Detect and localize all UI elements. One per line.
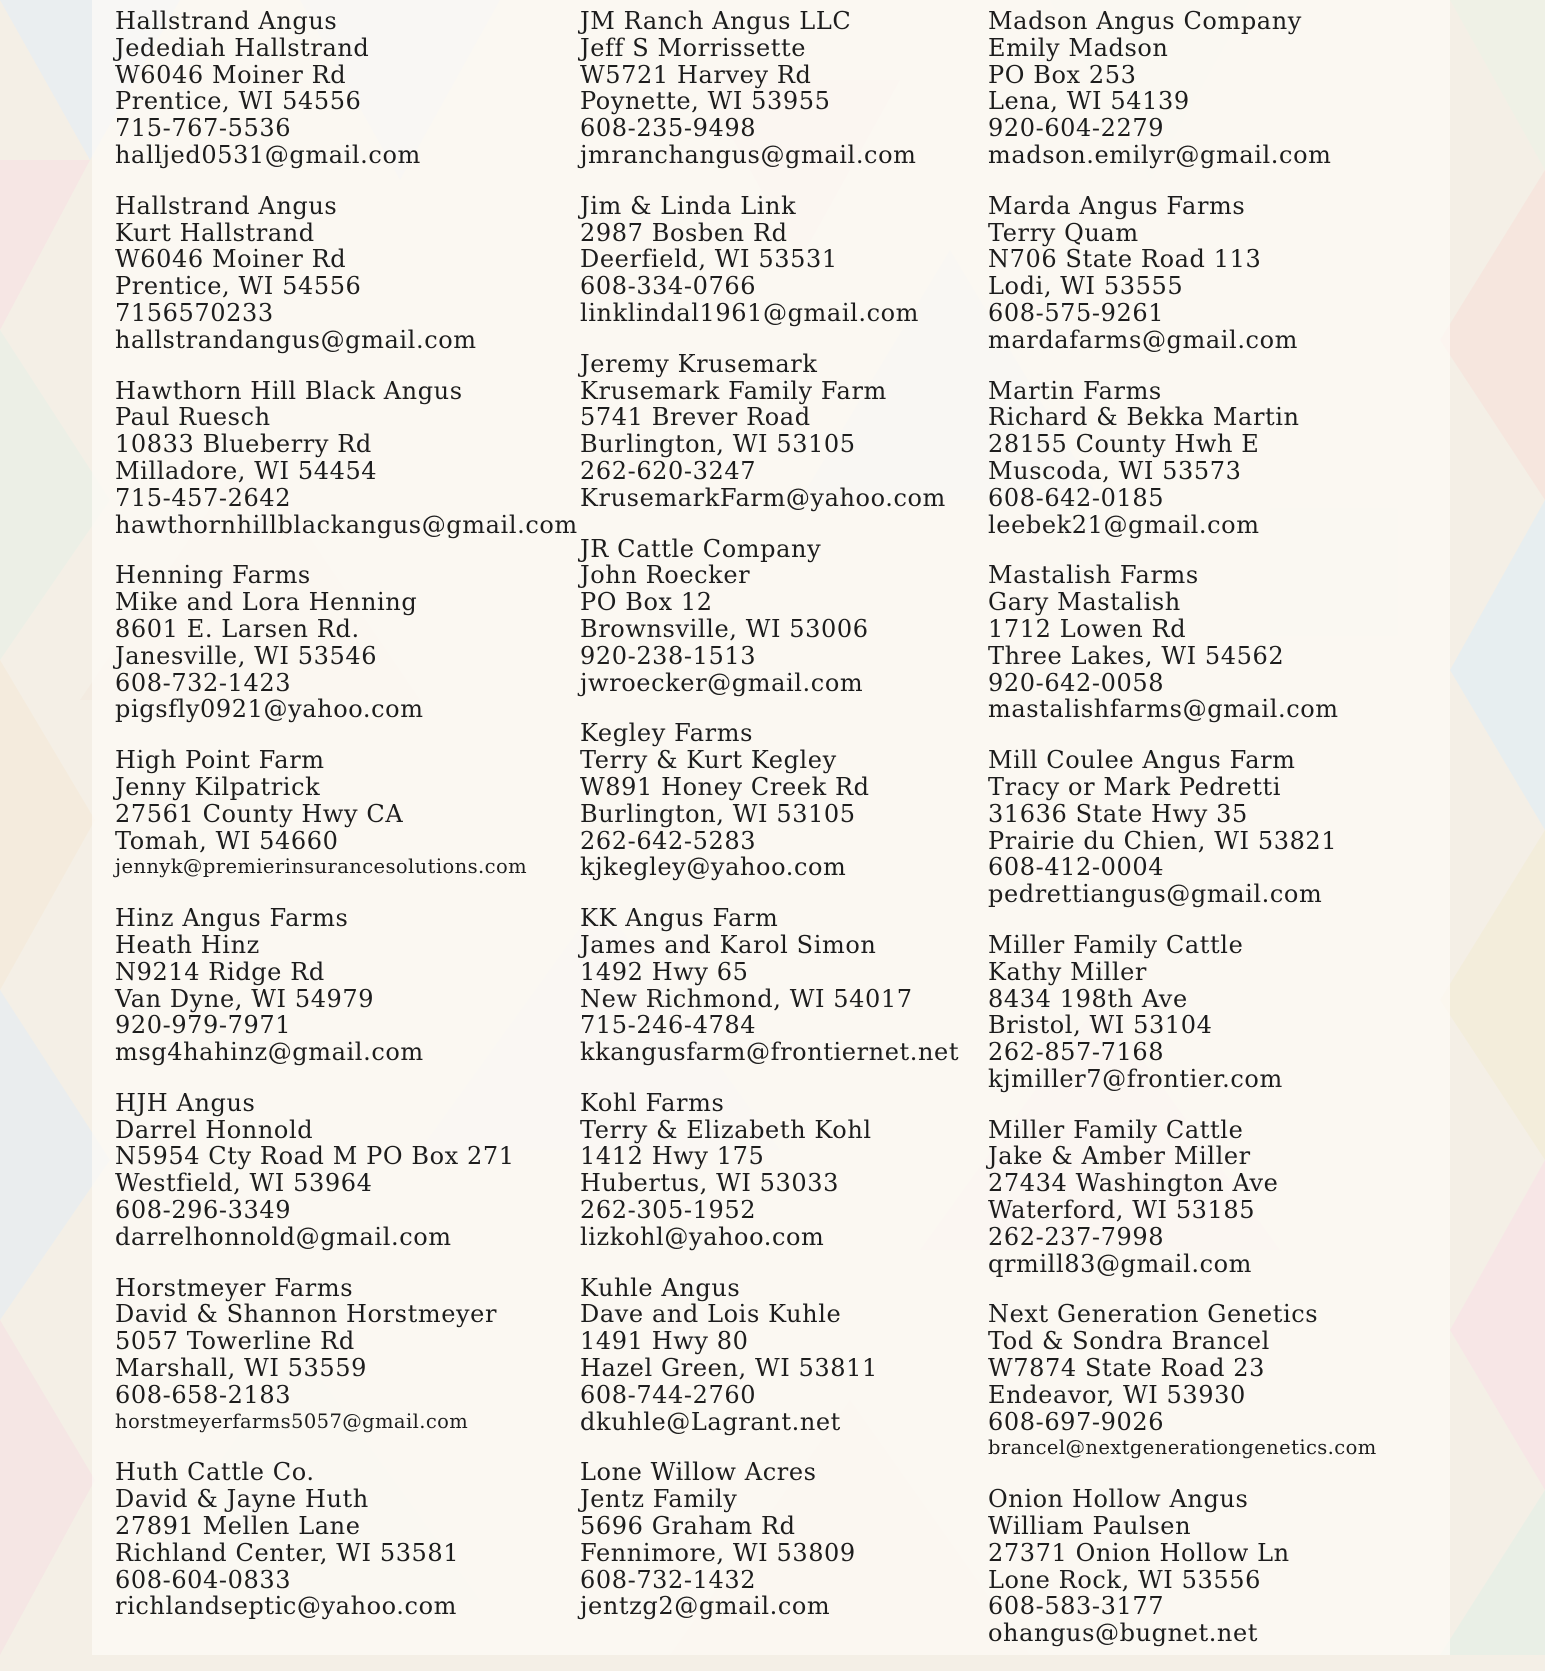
city-state-zip: Lone Rock, WI 53556 [988,1565,1261,1594]
email-address: jentzg2@gmail.com [580,1592,831,1621]
email-address: hallstrandangus@gmail.com [115,325,477,354]
contact-name: John Roecker [580,561,751,590]
contact-name: Dave and Lois Kuhle [580,1300,842,1329]
city-state-zip: New Richmond, WI 54017 [580,984,913,1013]
street-address: 5696 Graham Rd [580,1512,796,1541]
farm-name: Miller Family Cattle [988,930,1244,959]
street-address: PO Box 12 [580,588,713,617]
city-state-zip: Richland Center, WI 53581 [115,1538,460,1567]
city-state-zip: Prairie du Chien, WI 53821 [988,826,1338,855]
farm-name: JR Cattle Company [580,534,822,563]
directory-entry [988,1117,1438,1278]
city-state-zip: Poynette, WI 53955 [580,87,831,116]
farm-name: JM Ranch Angus LLC [580,7,852,35]
city-state-zip: Marshall, WI 53559 [115,1354,367,1383]
email-address: leebek21@gmail.com [988,510,1260,539]
phone-number: 715-457-2642 [115,483,292,512]
farm-name: Lone Willow Acres [580,1458,817,1487]
phone-number: 608-642-0185 [988,483,1165,512]
directory-entry [580,1090,985,1251]
farm-name: Hinz Angus Farms [115,904,349,933]
farm-name: Kuhle Angus [580,1273,741,1302]
directory-entry [115,1090,565,1251]
farm-name: Horstmeyer Farms [115,1273,354,1302]
farm-name: KK Angus Farm [580,904,779,933]
email-address: brancel@nextgenerationgenetics.com [988,1436,1377,1460]
directory-entry [988,932,1438,1093]
contact-name: Heath Hinz [115,930,260,959]
contact-name: Mike and Lora Henning [115,588,418,617]
phone-number: 262-620-3247 [580,456,757,485]
city-state-zip: Burlington, WI 53105 [580,799,856,828]
street-address: 2987 Bosben Rd [580,218,788,247]
street-address: N706 State Road 113 [988,245,1262,274]
directory-entry [580,8,985,169]
city-state-zip: Prentice, WI 54556 [115,87,362,116]
phone-number: 608-732-1423 [115,668,292,697]
farm-name: Next Generation Genetics [988,1300,1319,1329]
street-address: N5954 Cty Road M PO Box 271 [115,1142,515,1171]
email-address: halljed0531@gmail.com [115,140,421,169]
email-address: madson.emilyr@gmail.com [988,140,1332,169]
email-address: richlandseptic@yahoo.com [115,1592,457,1621]
email-address: kjmiller7@frontier.com [988,1064,1283,1093]
directory-entry [580,193,985,327]
farm-name: Huth Cattle Co. [115,1458,315,1487]
phone-number: 608-296-3349 [115,1196,292,1225]
email-address: linklindal1961@gmail.com [580,298,920,327]
farm-name: High Point Farm [115,746,325,775]
farm-name: Jeremy Krusemark [580,349,818,378]
directory-entry [115,1459,565,1620]
email-address: mardafarms@gmail.com [988,325,1299,354]
directory-entry [115,562,565,723]
phone-number: 920-604-2279 [988,114,1165,143]
contact-name: Jedediah Hallstrand [115,33,370,62]
city-state-zip: Van Dyne, WI 54979 [115,984,375,1013]
street-address: 31636 State Hwy 35 [988,799,1248,828]
phone-number: 920-238-1513 [580,641,757,670]
phone-number: 608-732-1432 [580,1565,757,1594]
contact-name: Jeff S Morrissette [580,33,807,62]
phone-number: 715-246-4784 [580,1011,757,1040]
directory-entry [580,905,985,1066]
email-address: msg4hahinz@gmail.com [115,1038,424,1067]
directory-entry [115,376,578,539]
phone-number: 262-237-7998 [988,1222,1165,1251]
city-state-zip: Waterford, WI 53185 [988,1196,1256,1225]
farm-name: Hallstrand Angus [115,191,338,220]
directory-entry [115,193,565,354]
farm-name: HJH Angus [115,1088,256,1117]
farm-name: Hawthorn Hill Black Angus [115,376,463,405]
directory-column-1 [115,7,578,1644]
city-state-zip: Hubertus, WI 53033 [580,1169,840,1198]
contact-name: Emily Madson [988,33,1169,62]
city-state-zip: Lodi, WI 53555 [988,272,1184,301]
street-address: 27371 Onion Hollow Ln [988,1538,1290,1567]
street-address: W7874 State Road 23 [988,1354,1266,1383]
phone-number: 608-575-9261 [988,298,1165,327]
directory-entry [988,1301,1438,1462]
email-address: kkangusfarm@frontiernet.net [580,1038,960,1067]
email-address: darrelhonnold@gmail.com [115,1222,452,1251]
phone-number: 262-642-5283 [580,826,757,855]
email-address: jmranchangus@gmail.com [580,140,917,169]
street-address: 5057 Towerline Rd [115,1327,355,1356]
contact-name: Tod & Sondra Brancel [988,1327,1270,1356]
contact-name: David & Shannon Horstmeyer [115,1300,498,1329]
farm-name: Marda Angus Farms [988,191,1246,220]
phone-number: 608-604-0833 [115,1565,292,1594]
email-address: hawthornhillblackangus@gmail.com [115,510,578,539]
city-state-zip: Milladore, WI 54454 [115,456,378,485]
email-address: jwroecker@gmail.com [580,668,864,697]
directory-column-3 [988,8,1438,1671]
phone-number: 608-235-9498 [580,114,757,143]
street-address: W5721 Harvey Rd [580,60,812,89]
contact-name: William Paulsen [988,1512,1192,1541]
farm-name: Jim & Linda Link [580,191,797,220]
directory-entry [580,1459,985,1620]
phone-number: 715-767-5536 [115,114,292,143]
directory-entry [115,747,565,881]
contact-name: Terry & Elizabeth Kohl [580,1115,872,1144]
phone-number: 608-334-0766 [580,272,757,301]
city-state-zip: Brownsville, WI 53006 [580,614,869,643]
directory-entry [115,905,565,1066]
city-state-zip: Deerfield, WI 53531 [580,245,838,274]
directory-entry [988,8,1438,169]
contact-name: Gary Mastalish [988,588,1181,617]
directory-entry [988,562,1438,723]
street-address: 8434 198th Ave [988,984,1188,1013]
city-state-zip: Westfield, WI 53964 [115,1169,373,1198]
phone-number: 262-857-7168 [988,1038,1165,1067]
contact-name: Kurt Hallstrand [115,218,315,247]
phone-number: 262-305-1952 [580,1196,757,1225]
email-address: lizkohl@yahoo.com [580,1222,825,1251]
farm-name: Martin Farms [988,376,1162,405]
contact-name: James and Karol Simon [580,930,877,959]
directory-column-2 [580,8,985,1644]
email-address: ohangus@bugnet.net [988,1619,1259,1648]
city-state-zip: Fennimore, WI 53809 [580,1538,856,1567]
phone-number: 608-658-2183 [115,1380,292,1409]
street-address: W891 Honey Creek Rd [580,772,870,801]
city-state-zip: Lena, WI 54139 [988,87,1190,116]
directory-entry [580,351,985,512]
farm-name: Mill Coulee Angus Farm [988,746,1296,775]
email-address: kjkegley@yahoo.com [580,853,847,882]
street-address: 1712 Lowen Rd [988,614,1187,643]
contact-name: Jenny Kilpatrick [115,772,321,801]
city-state-zip: Hazel Green, WI 53811 [580,1354,878,1383]
farm-name: Kohl Farms [580,1088,725,1117]
phone-number: 7156570233 [115,298,274,327]
email-address: KrusemarkFarm@yahoo.com [580,483,946,512]
street-address: PO Box 253 [988,60,1137,89]
street-address: W6046 Moiner Rd [115,245,347,274]
email-address: pigsfly0921@yahoo.com [115,695,424,724]
phone-number: 920-979-7971 [115,1011,292,1040]
street-address: 27891 Mellen Lane [115,1512,361,1541]
directory-entry [580,720,985,881]
city-state-zip: Three Lakes, WI 54562 [988,641,1285,670]
city-state-zip: Muscoda, WI 53573 [988,456,1242,485]
city-state-zip: Endeavor, WI 53930 [988,1380,1246,1409]
contact-name: Darrel Honnold [115,1115,314,1144]
street-address: 10833 Blueberry Rd [115,430,372,459]
contact-name: Kathy Miller [988,957,1148,986]
street-address: 1412 Hwy 175 [580,1142,765,1171]
farm-name: Mastalish Farms [988,561,1199,590]
street-address: 27561 County Hwy CA [115,799,404,828]
phone-number: 920-642-0058 [988,668,1165,697]
street-address: 27434 Washington Ave [988,1169,1279,1198]
farm-name: Henning Farms [115,561,311,590]
contact-name: David & Jayne Huth [115,1485,369,1514]
directory-entry [580,536,985,697]
contact-name: Paul Ruesch [115,403,271,432]
street-address: 5741 Brever Road [580,403,811,432]
farm-name: Madson Angus Company [988,7,1302,35]
phone-number: 608-697-9026 [988,1407,1165,1436]
farm-name: Kegley Farms [580,719,753,748]
directory-entry [988,193,1438,354]
city-state-zip: Tomah, WI 54660 [115,826,339,855]
contact-name: Jake & Amber Miller [988,1142,1251,1171]
city-state-zip: Prentice, WI 54556 [115,272,362,301]
email-address: horstmeyerfarms5057@gmail.com [115,1409,469,1433]
directory-entry [988,378,1438,539]
contact-name: Terry Quam [988,218,1139,247]
street-address: 28155 County Hwh E [988,430,1260,459]
email-address: mastalishfarms@gmail.com [988,695,1339,724]
contact-name: Richard & Bekka Martin [988,403,1300,432]
street-address: 8601 E. Larsen Rd. [115,614,360,643]
street-address: W6046 Moiner Rd [115,60,347,89]
city-state-zip: Janesville, WI 53546 [115,641,378,670]
phone-number: 608-412-0004 [988,853,1165,882]
street-address: N9214 Ridge Rd [115,957,325,986]
street-address: 1491 Hwy 80 [580,1327,749,1356]
directory-entry [988,747,1438,908]
farm-name: Hallstrand Angus [115,7,338,35]
contact-name: Tracy or Mark Pedretti [988,772,1281,801]
phone-number: 608-583-3177 [988,1592,1165,1621]
farm-name: Miller Family Cattle [988,1115,1244,1144]
city-state-zip: Bristol, WI 53104 [988,1011,1213,1040]
email-address: qrmill83@gmail.com [988,1249,1253,1278]
contact-name: Terry & Kurt Kegley [580,746,837,775]
directory-entry [115,8,565,169]
directory-entry [580,1275,985,1436]
directory-entry [988,1486,1438,1647]
street-address: 1492 Hwy 65 [580,957,749,986]
city-state-zip: Burlington, WI 53105 [580,430,856,459]
farm-name: Onion Hollow Angus [988,1485,1249,1514]
email-address: pedrettiangus@gmail.com [988,880,1323,909]
contact-name: Jentz Family [580,1485,738,1514]
email-address: jennyk@premierinsurancesolutions.com [115,855,527,879]
contact-name: Krusemark Family Farm [580,376,887,405]
directory-entry [115,1275,565,1436]
phone-number: 608-744-2760 [580,1380,757,1409]
email-address: dkuhle@Lagrant.net [580,1407,841,1436]
